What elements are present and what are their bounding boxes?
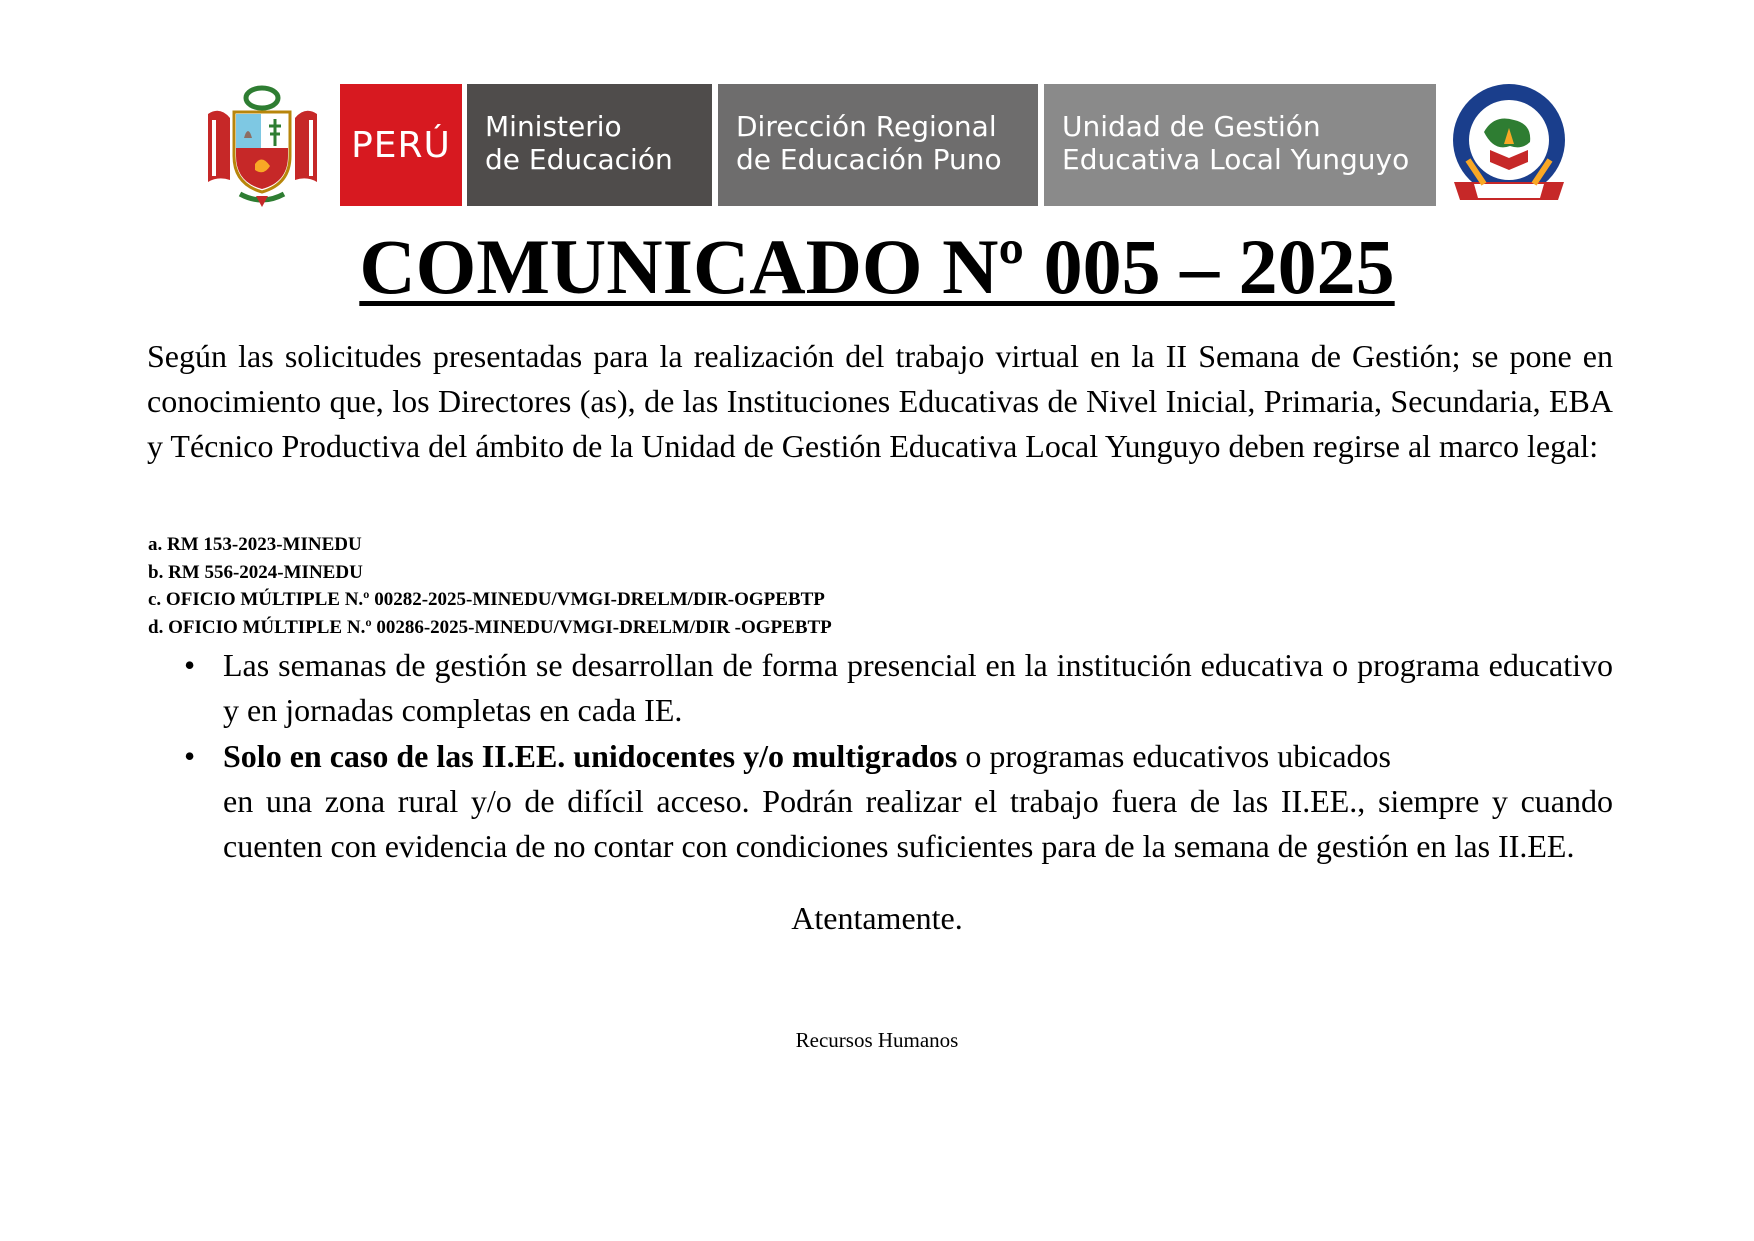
reference-item: c. OFICIO MÚLTIPLE N.º 00282-2025-MINEDU/VMGI-DRELM/DIR-OGPEBTP xyxy=(148,589,825,610)
bullet-2-bold: Solo en caso de las II.EE. unidocentes y/o multigrados xyxy=(223,738,958,774)
title-text: COMUNICADO Nº 005 – 2025 xyxy=(359,223,1395,310)
bullet-list xyxy=(147,643,1613,870)
dre-line-2: de Educación Puno xyxy=(736,143,1002,176)
bullet-1-text: Las semanas de gestión se desarrollan de forma presencial en la institución educativa o programa educativo y en jornadas completas en cada IE. xyxy=(223,647,1613,728)
bullet-2-rest: en una zona rural y/o de difícil acceso. Podrán realizar el trabajo fuera de las II.EE., siempre y cuando cuenten con evidencia de no contar con condiciones suficientes para de la semana de gestión en las II.EE. xyxy=(223,783,1613,864)
reference-item: b. RM 556-2024-MINEDU xyxy=(148,561,363,583)
closing-text: Atentamente. xyxy=(791,900,963,936)
peru-logo-block xyxy=(340,84,462,206)
dre-logo-block xyxy=(718,84,1038,206)
intro-paragraph: Según las solicitudes presentadas para la realización del trabajo virtual en la II Semana de Gestión; se pone en conocimiento que, los Directores (as), de las Instituciones Educativas de Nivel Inicial, Primaria, Secundaria, EBA y Técnico Productiva del ámbito de la Unidad de Gestión Educativa Local Yunguyo deben regirse al marco legal: xyxy=(147,338,1613,464)
ugel-line-1: Unidad de Gestión xyxy=(1062,110,1321,143)
legal-references xyxy=(148,531,832,641)
reference-item: a. RM 153-2023-MINEDU xyxy=(148,534,362,555)
ugel-logo-block xyxy=(1044,84,1436,206)
bullet-2-line1-rest: o programas educativos ubicados xyxy=(957,738,1391,774)
department-signature: Recursos Humanos xyxy=(795,1028,959,1052)
peru-label: PERÚ xyxy=(351,124,451,166)
document-title xyxy=(0,220,1754,314)
peru-coat-of-arms-icon xyxy=(200,84,325,207)
minedu-line-2: de Educación xyxy=(485,143,673,176)
bullet-item-2 xyxy=(147,734,1613,869)
dre-line-1: Dirección Regional xyxy=(736,110,997,143)
bullet-item-1 xyxy=(147,643,1613,733)
minedu-logo-block xyxy=(467,84,712,206)
ugel-yunguyo-seal-icon xyxy=(1444,80,1574,210)
reference-item: d. OFICIO MÚLTIPLE N.º 00286-2025-MINEDU/VMGI-DRELM/DIR -OGPEBTP xyxy=(148,616,832,638)
ugel-line-2: Educativa Local Yunguyo xyxy=(1062,143,1410,176)
minedu-line-1: Ministerio xyxy=(485,110,622,143)
